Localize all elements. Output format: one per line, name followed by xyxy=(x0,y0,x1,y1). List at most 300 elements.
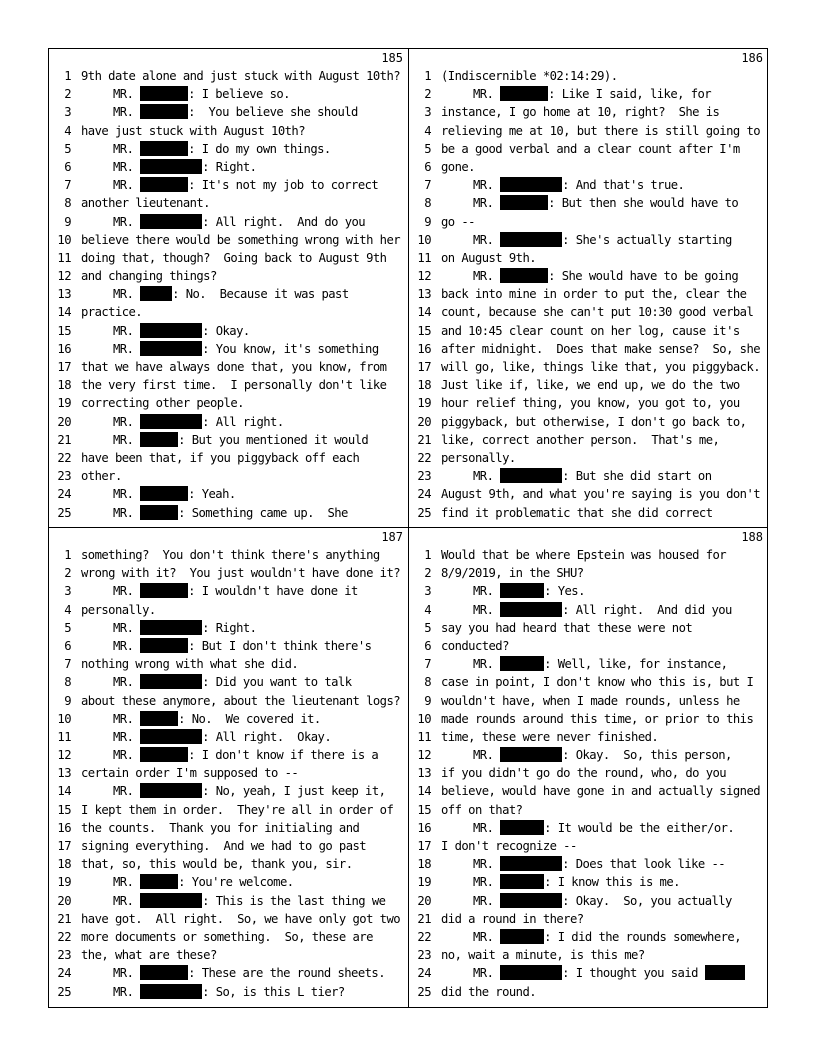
text-segment: : Right. xyxy=(202,159,257,174)
line-text xyxy=(441,360,760,374)
line-text xyxy=(81,985,345,999)
transcript-lines xyxy=(49,67,409,522)
transcript-line xyxy=(49,358,409,376)
text-segment: Just like if, like, we end up, we do the two xyxy=(441,378,740,393)
transcript-line xyxy=(49,158,409,176)
text-segment: : I thought you said xyxy=(562,966,705,981)
line-text xyxy=(441,748,732,762)
line-text xyxy=(81,657,298,671)
line-text xyxy=(441,87,711,101)
text-segment: (Indiscernible *02:14:29). xyxy=(441,69,618,83)
text-segment: after midnight. Does that make sense? So, she xyxy=(441,341,761,356)
transcript-line xyxy=(49,764,409,782)
line-number: 21 xyxy=(417,432,431,447)
redaction-block xyxy=(140,965,188,980)
text-segment: the, what are these? xyxy=(81,948,217,963)
text-segment: MR. xyxy=(113,875,141,890)
transcript-line xyxy=(409,103,769,121)
line-number: 20 xyxy=(57,893,71,908)
redaction-block xyxy=(140,747,188,762)
vertical-divider xyxy=(408,49,409,1007)
line-text xyxy=(81,948,217,962)
line-number: 4 xyxy=(64,123,71,138)
text-segment: MR. xyxy=(113,159,141,174)
page-186 xyxy=(409,49,769,528)
line-number: 17 xyxy=(417,360,431,374)
transcript-line xyxy=(409,122,769,140)
redaction-block xyxy=(500,893,562,908)
page-number: 188 xyxy=(741,530,763,544)
line-number: 7 xyxy=(64,657,71,672)
text-segment: : Okay. So, you actually xyxy=(562,893,732,908)
transcript-line xyxy=(409,801,769,819)
text-segment: personally. xyxy=(441,450,516,465)
line-number: 15 xyxy=(417,323,431,338)
line-number: 19 xyxy=(417,875,431,890)
transcript-line xyxy=(409,340,769,358)
line-text xyxy=(441,269,738,283)
text-segment: off on that? xyxy=(441,802,523,817)
text-segment: : This is the last thing we xyxy=(202,893,386,908)
line-number: 2 xyxy=(424,566,431,581)
line-text xyxy=(81,603,156,617)
transcript-line xyxy=(49,928,409,946)
line-number: 5 xyxy=(424,620,431,635)
line-number: 7 xyxy=(424,178,431,193)
line-number: 23 xyxy=(417,469,431,484)
text-segment: : And that's true. xyxy=(562,178,685,193)
transcript-line xyxy=(49,601,409,619)
line-number: 19 xyxy=(57,396,71,411)
redaction-block xyxy=(140,159,202,174)
text-segment: : Okay. xyxy=(202,323,250,338)
text-segment: MR. xyxy=(473,893,501,908)
transcript-line xyxy=(409,85,769,103)
transcript-line xyxy=(409,358,769,376)
text-segment: MR. xyxy=(113,287,141,302)
line-number: 18 xyxy=(57,378,71,393)
line-number: 16 xyxy=(417,341,431,356)
text-segment: : Yes. xyxy=(544,584,585,599)
text-segment: MR. xyxy=(473,748,501,763)
line-text xyxy=(81,324,250,338)
text-segment: have got. All right. So, we have only got two xyxy=(81,911,401,926)
transcript-sheet xyxy=(48,48,768,1008)
redaction-block xyxy=(500,195,548,210)
line-text xyxy=(441,548,726,562)
transcript-line xyxy=(409,546,769,564)
text-segment: MR. xyxy=(113,214,141,229)
line-number: 21 xyxy=(57,911,71,926)
page-187 xyxy=(49,528,409,1007)
text-segment: : I know this is me. xyxy=(544,875,680,890)
line-text xyxy=(81,821,359,835)
redaction-block xyxy=(500,177,562,192)
transcript-line xyxy=(409,582,769,600)
text-segment: MR. xyxy=(473,196,501,211)
text-segment: conducted? xyxy=(441,638,509,653)
transcript-line xyxy=(409,267,769,285)
transcript-line xyxy=(409,728,769,746)
line-text xyxy=(441,966,745,980)
text-segment: : But she did start on xyxy=(562,469,712,484)
line-text xyxy=(81,894,385,908)
redaction-block xyxy=(500,86,548,101)
line-number: 2 xyxy=(64,87,71,102)
text-segment: : I don't know if there is a xyxy=(188,748,379,763)
text-segment: : She's actually starting xyxy=(562,232,732,247)
line-text xyxy=(81,712,321,726)
redaction-block xyxy=(140,620,202,635)
redaction-block xyxy=(140,414,202,429)
redaction-block xyxy=(140,729,202,744)
transcript-line xyxy=(49,710,409,728)
line-text xyxy=(441,451,516,465)
line-text xyxy=(81,675,351,689)
transcript-line xyxy=(409,467,769,485)
line-number: 9 xyxy=(64,214,71,229)
line-text xyxy=(441,603,732,617)
line-text xyxy=(441,469,711,483)
transcript-line xyxy=(49,413,409,431)
line-number: 7 xyxy=(64,178,71,193)
redaction-block xyxy=(500,602,562,617)
redaction-block xyxy=(140,286,172,301)
line-number: 14 xyxy=(57,305,71,320)
transcript-line xyxy=(49,673,409,691)
line-text xyxy=(81,178,378,192)
transcript-line xyxy=(409,746,769,764)
line-text xyxy=(441,142,740,156)
text-segment: more documents or something. So, these are xyxy=(81,929,373,944)
line-text xyxy=(441,712,753,726)
text-segment: case in point, I don't know who this is, but I xyxy=(441,675,754,690)
transcript-line xyxy=(49,546,409,564)
transcript-line xyxy=(49,655,409,673)
transcript-line xyxy=(409,983,769,1001)
line-number: 9 xyxy=(424,693,431,708)
line-text xyxy=(441,178,684,192)
redaction-block xyxy=(500,232,562,247)
line-text xyxy=(81,566,400,580)
line-text xyxy=(81,415,284,429)
line-text xyxy=(441,839,577,853)
line-text xyxy=(441,621,692,635)
text-segment: MR. xyxy=(113,505,141,520)
line-number: 2 xyxy=(64,566,71,581)
line-text xyxy=(81,142,331,156)
line-text xyxy=(81,305,142,319)
transcript-line xyxy=(409,449,769,467)
line-number: 22 xyxy=(57,450,71,465)
text-segment: MR. xyxy=(113,729,141,744)
line-number: 16 xyxy=(57,341,71,356)
text-segment: did the round. xyxy=(441,984,537,999)
line-text xyxy=(81,584,358,598)
redaction-block xyxy=(140,674,202,689)
line-text xyxy=(441,985,536,999)
transcript-line xyxy=(409,176,769,194)
line-number: 20 xyxy=(417,893,431,908)
line-number: 9 xyxy=(424,214,431,229)
transcript-line xyxy=(409,376,769,394)
transcript-line xyxy=(409,619,769,637)
redaction-block xyxy=(500,656,544,671)
line-text xyxy=(81,360,386,374)
line-number: 7 xyxy=(424,657,431,672)
text-segment: have been that, if you piggyback off each xyxy=(81,450,360,465)
text-segment: hour relief thing, you know, you got to, you xyxy=(441,396,740,411)
text-segment: find it problematic that she did correct xyxy=(441,505,713,520)
text-segment: go -- xyxy=(441,214,475,229)
text-segment: nothing wrong with what she did. xyxy=(81,657,299,672)
text-segment: MR. xyxy=(473,469,501,484)
transcript-line xyxy=(49,782,409,800)
text-segment: 8/9/2019, in the SHU? xyxy=(441,566,584,581)
transcript-line xyxy=(49,946,409,964)
text-segment: correcting other people. xyxy=(81,396,244,411)
transcript-line xyxy=(49,619,409,637)
text-segment: other. xyxy=(81,469,122,484)
line-number: 22 xyxy=(417,450,431,465)
text-segment: that, so, this would be, thank you, sir. xyxy=(81,857,353,872)
text-segment: MR. xyxy=(473,657,501,672)
text-segment: MR. xyxy=(113,711,141,726)
line-number: 12 xyxy=(57,748,71,763)
text-segment: : No, yeah, I just keep it, xyxy=(202,784,386,799)
line-text xyxy=(441,875,680,889)
redaction-block xyxy=(140,893,202,908)
line-number: 21 xyxy=(417,911,431,926)
redaction-block xyxy=(140,86,188,101)
text-segment: made rounds around this time, or prior to this xyxy=(441,711,754,726)
transcript-line xyxy=(49,85,409,103)
line-number: 4 xyxy=(424,123,431,138)
line-text xyxy=(441,378,740,392)
line-number: 24 xyxy=(57,966,71,981)
transcript-line xyxy=(49,504,409,522)
text-segment: : No. Because it was past xyxy=(172,287,349,302)
text-segment: : You know, it's something xyxy=(202,341,379,356)
redaction-block xyxy=(140,638,188,653)
line-number: 11 xyxy=(417,729,431,744)
line-text xyxy=(81,639,371,653)
line-number: 15 xyxy=(57,802,71,817)
text-segment: MR. xyxy=(473,584,501,599)
line-text xyxy=(81,105,358,119)
line-number: 22 xyxy=(417,929,431,944)
line-number: 8 xyxy=(424,675,431,690)
transcript-line xyxy=(409,964,769,982)
line-text xyxy=(441,251,536,265)
line-number: 8 xyxy=(64,675,71,690)
redaction-block xyxy=(500,747,562,762)
text-segment: MR. xyxy=(113,87,141,102)
text-segment: : But you mentioned it would xyxy=(178,432,369,447)
page-number: 186 xyxy=(741,51,763,65)
text-segment: : Yeah. xyxy=(188,487,236,502)
transcript-line xyxy=(49,103,409,121)
line-number: 3 xyxy=(424,105,431,120)
line-number: 17 xyxy=(57,839,71,853)
transcript-line xyxy=(49,564,409,582)
transcript-line xyxy=(49,873,409,891)
text-segment: MR. xyxy=(473,857,501,872)
transcript-line xyxy=(409,413,769,431)
transcript-lines xyxy=(49,546,409,1001)
line-number: 12 xyxy=(417,748,431,763)
transcript-line xyxy=(49,213,409,231)
transcript-line xyxy=(409,504,769,522)
transcript-line xyxy=(49,249,409,267)
line-text xyxy=(441,233,732,247)
transcript-line xyxy=(409,564,769,582)
transcript-line xyxy=(49,449,409,467)
transcript-line xyxy=(409,601,769,619)
text-segment: : But I don't think there's xyxy=(188,638,372,653)
line-number: 24 xyxy=(417,966,431,981)
line-number: 10 xyxy=(57,232,71,247)
line-text xyxy=(81,487,236,501)
line-text xyxy=(441,566,584,580)
transcript-line xyxy=(49,801,409,819)
text-segment: relieving me at 10, but there is still going to xyxy=(441,123,761,138)
line-text xyxy=(81,251,386,265)
page-number: 185 xyxy=(381,51,403,65)
line-number: 24 xyxy=(57,487,71,502)
line-number: 25 xyxy=(417,984,431,999)
line-text xyxy=(81,748,378,762)
transcript-line xyxy=(409,322,769,340)
line-text xyxy=(81,784,385,798)
redaction-block xyxy=(500,965,562,980)
line-number: 3 xyxy=(424,584,431,599)
redaction-block xyxy=(140,583,188,598)
line-number: 5 xyxy=(64,141,71,156)
text-segment: MR. xyxy=(113,893,141,908)
line-number: 1 xyxy=(424,69,431,83)
text-segment: MR. xyxy=(113,984,141,999)
text-segment: another lieutenant. xyxy=(81,196,210,211)
text-segment: MR. xyxy=(473,178,501,193)
transcript-line xyxy=(49,819,409,837)
transcript-line xyxy=(409,946,769,964)
line-text xyxy=(81,694,400,708)
text-segment: : Did you want to talk xyxy=(202,675,352,690)
transcript-line xyxy=(49,692,409,710)
page-185 xyxy=(49,49,409,528)
line-number: 8 xyxy=(64,196,71,211)
line-text xyxy=(81,269,217,283)
line-number: 6 xyxy=(64,159,71,174)
line-text xyxy=(441,433,719,447)
transcript-line xyxy=(49,964,409,982)
text-segment: like, correct another person. That's me, xyxy=(441,432,720,447)
line-number: 15 xyxy=(417,802,431,817)
line-text xyxy=(441,912,584,926)
text-segment: something? You don't think there's anything xyxy=(81,548,380,562)
redaction-block xyxy=(500,268,548,283)
line-text xyxy=(81,875,294,889)
text-segment: be a good verbal and a clear count after I'm xyxy=(441,141,740,156)
line-number: 15 xyxy=(57,323,71,338)
redaction-block xyxy=(140,141,188,156)
text-segment: : I believe so. xyxy=(188,87,290,102)
text-segment: 9th date alone and just stuck with August 10th? xyxy=(81,69,401,83)
line-text xyxy=(81,87,290,101)
text-segment: : You're welcome. xyxy=(178,875,294,890)
line-number: 17 xyxy=(417,839,431,853)
line-text xyxy=(441,784,760,798)
transcript-line xyxy=(409,837,769,855)
transcript-line xyxy=(409,431,769,449)
transcript-line xyxy=(409,231,769,249)
line-number: 25 xyxy=(57,505,71,520)
redaction-block xyxy=(140,874,178,889)
transcript-line xyxy=(49,303,409,321)
line-text xyxy=(441,730,658,744)
transcript-lines xyxy=(409,67,769,522)
redaction-block xyxy=(140,323,202,338)
text-segment: : So, is this L tier? xyxy=(202,984,345,999)
line-text xyxy=(441,196,738,210)
horizontal-divider xyxy=(49,527,767,528)
redaction-block xyxy=(140,341,202,356)
transcript-line xyxy=(409,892,769,910)
text-segment: : She would have to be going xyxy=(548,269,739,284)
line-text xyxy=(81,839,366,853)
line-text xyxy=(81,433,368,447)
redaction-block xyxy=(500,468,562,483)
line-number: 1 xyxy=(64,69,71,83)
line-text xyxy=(441,857,725,871)
text-segment: : I did the rounds somewhere, xyxy=(544,929,741,944)
transcript-line xyxy=(49,728,409,746)
text-segment: MR. xyxy=(113,323,141,338)
line-text xyxy=(441,694,740,708)
transcript-line xyxy=(409,213,769,231)
line-text xyxy=(81,233,400,247)
line-number: 8 xyxy=(424,196,431,211)
text-segment: : All right. xyxy=(202,414,284,429)
transcript-line xyxy=(49,637,409,655)
line-number: 11 xyxy=(57,729,71,744)
transcript-line xyxy=(49,176,409,194)
line-number: 4 xyxy=(64,602,71,617)
transcript-line xyxy=(49,910,409,928)
line-text xyxy=(81,287,349,301)
line-number: 17 xyxy=(57,360,71,374)
text-segment: MR. xyxy=(113,748,141,763)
line-number: 14 xyxy=(57,784,71,799)
line-text xyxy=(441,639,509,653)
line-text xyxy=(81,69,400,83)
text-segment: MR. xyxy=(113,638,141,653)
redaction-block xyxy=(140,984,202,999)
transcript-line xyxy=(49,267,409,285)
text-segment: MR. xyxy=(113,675,141,690)
line-number: 1 xyxy=(64,548,71,562)
transcript-line xyxy=(409,67,769,85)
line-number: 3 xyxy=(64,584,71,599)
transcript-line xyxy=(49,431,409,449)
redaction-block xyxy=(140,486,188,501)
line-text xyxy=(441,342,760,356)
line-number: 19 xyxy=(57,875,71,890)
transcript-line xyxy=(49,67,409,85)
transcript-line xyxy=(409,782,769,800)
line-number: 23 xyxy=(57,469,71,484)
